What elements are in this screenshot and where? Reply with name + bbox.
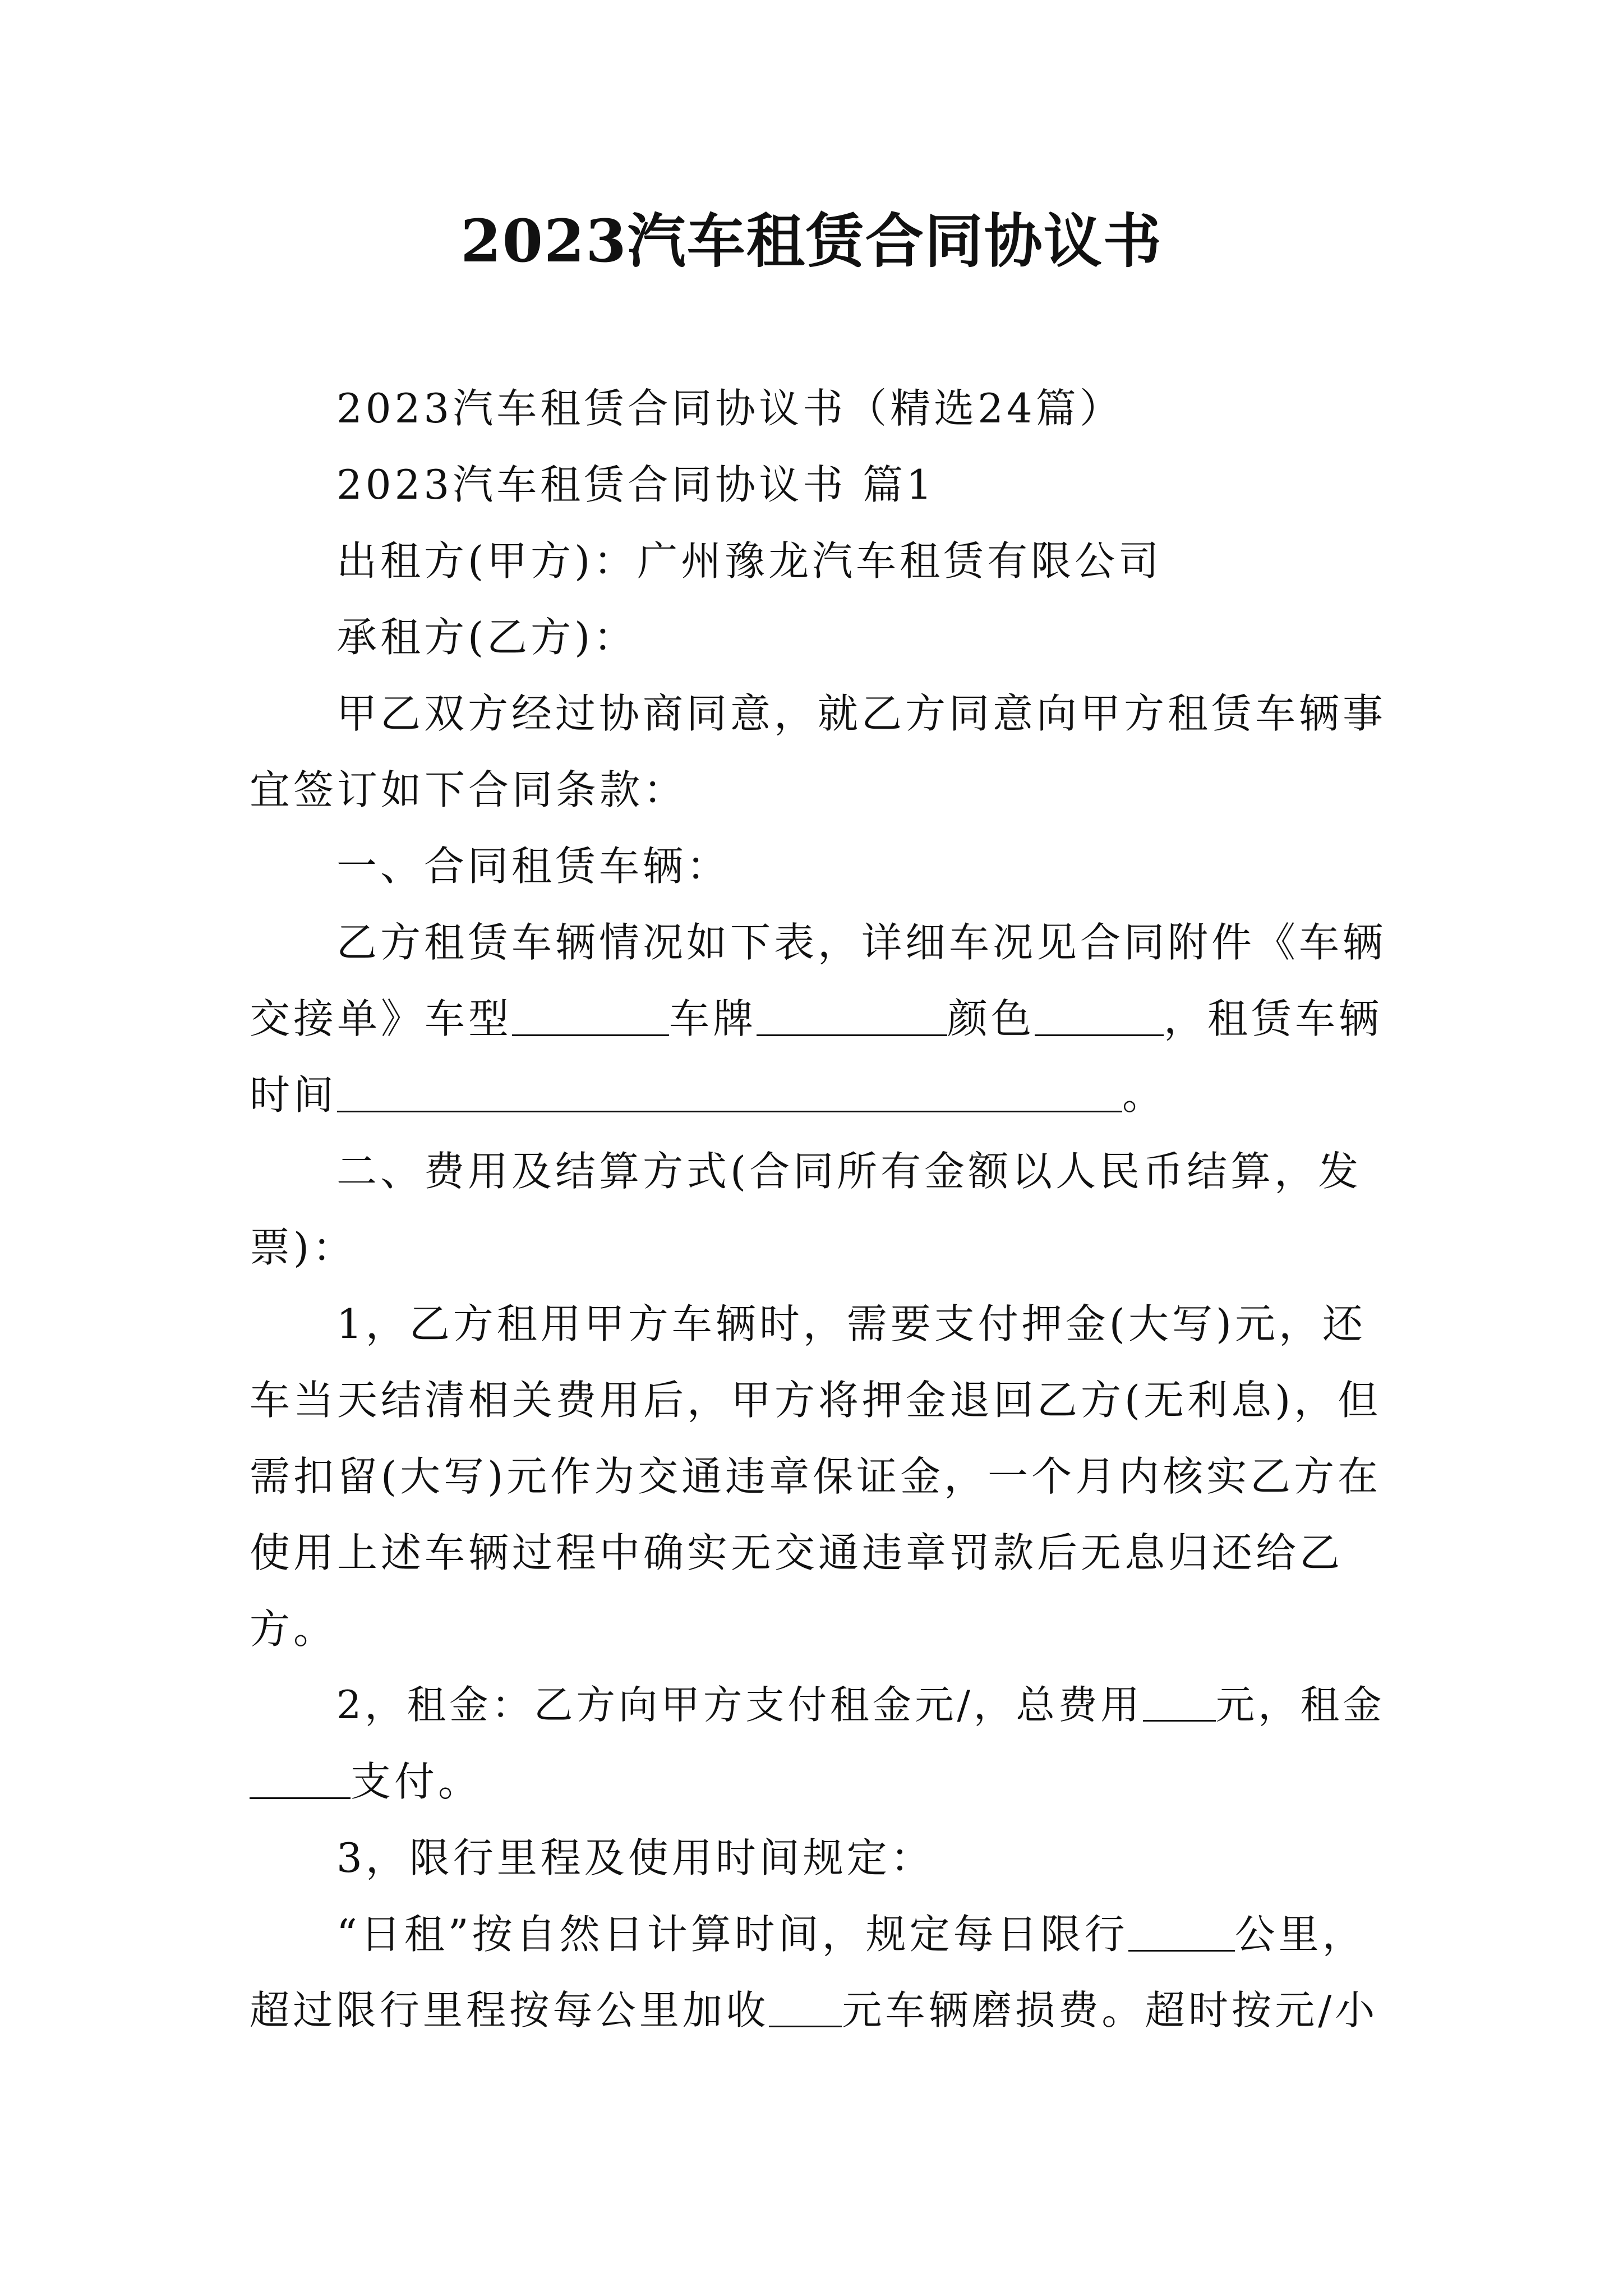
text-run: 二、费用及结算方式(合同所有金额以人民币结算，发 bbox=[336, 1148, 1362, 1195]
paragraph-line bbox=[250, 981, 1388, 1057]
text-run: 3，限行里程及使用时间规定： bbox=[336, 1834, 934, 1881]
text-run: 甲乙双方经过协商同意，就乙方同意向甲方租赁车辆事 bbox=[336, 690, 1387, 737]
text-run: 2023汽车租赁合同协议书（精选24篇） bbox=[336, 385, 1123, 432]
text-run: “日租”按自然日计算时间，规定每日限行 bbox=[336, 1911, 1128, 1958]
text-run: 方。 bbox=[250, 1605, 338, 1653]
paragraph-line bbox=[250, 447, 1388, 523]
text-run: 2023汽车租赁合同协议书 篇1 bbox=[336, 461, 935, 508]
paragraph-line bbox=[250, 1438, 1388, 1515]
text-run: 支付。 bbox=[351, 1758, 482, 1805]
text-run: 时间 bbox=[250, 1071, 338, 1119]
text-run: 公里， bbox=[1234, 1911, 1366, 1958]
text-run: 元，租金 bbox=[1215, 1683, 1385, 1728]
text-run: 交接单》车型 bbox=[250, 995, 513, 1042]
paragraph-line bbox=[250, 599, 1388, 675]
fill-in-blank bbox=[1035, 999, 1164, 1036]
text-run: 使用上述车辆过程中确实无交通违章罚款后无息归还给乙 bbox=[250, 1529, 1344, 1576]
paragraph-line bbox=[250, 523, 1388, 599]
document-body bbox=[250, 370, 1388, 2049]
paragraph-line bbox=[250, 1286, 1388, 1362]
text-run: 宜签订如下合同条款： bbox=[250, 766, 688, 813]
text-run: 票)： bbox=[250, 1224, 357, 1271]
text-run: 1，乙方租用甲方车辆时，需要支付押金(大写)元，还 bbox=[336, 1300, 1366, 1347]
fill-in-blank bbox=[1143, 1684, 1216, 1722]
paragraph-line bbox=[250, 1591, 1388, 1667]
text-run: 2，租金：乙方向甲方支付租金元/，总费用 bbox=[336, 1683, 1143, 1728]
paragraph-line bbox=[250, 752, 1388, 828]
paragraph-line bbox=[250, 1133, 1388, 1209]
paragraph-line bbox=[250, 1362, 1388, 1438]
paragraph-line bbox=[250, 828, 1388, 904]
paragraph-line bbox=[250, 1515, 1388, 1591]
fill-in-blank bbox=[512, 999, 669, 1036]
text-run: ，租赁车辆 bbox=[1164, 995, 1383, 1042]
text-run: 承租方(乙方)： bbox=[336, 614, 638, 661]
text-run: 车牌 bbox=[669, 995, 757, 1042]
fill-in-blank bbox=[250, 1761, 351, 1799]
paragraph-line bbox=[250, 1972, 1388, 2049]
fill-in-blank bbox=[769, 1990, 842, 2027]
fill-in-blank bbox=[757, 999, 947, 1036]
text-run: 。 bbox=[1122, 1071, 1166, 1119]
text-run: 一、合同租赁车辆： bbox=[336, 843, 731, 890]
text-run: 出租方(甲方)：广州豫龙汽车租赁有限公司 bbox=[336, 537, 1163, 585]
paragraph-line bbox=[250, 370, 1388, 447]
text-run: 颜色 bbox=[947, 995, 1035, 1042]
text-run: 元车辆磨损费。超时按元/小 bbox=[842, 1987, 1378, 2033]
paragraph-line bbox=[250, 1209, 1388, 1286]
document-title: 2023汽车租赁合同协议书 bbox=[460, 206, 1163, 275]
paragraph-line bbox=[250, 904, 1388, 981]
fill-in-blank bbox=[337, 1075, 1122, 1112]
paragraph-line bbox=[250, 1667, 1388, 1743]
fill-in-blank bbox=[1128, 1914, 1235, 1952]
text-run: 乙方租赁车辆情况如下表，详细车况见合同附件《车辆 bbox=[336, 919, 1387, 966]
text-run: 车当天结清相关费用后，甲方将押金退回乙方(无利息)，但 bbox=[250, 1377, 1382, 1424]
paragraph-line bbox=[250, 1743, 1388, 1820]
text-run: 超过限行里程按每公里加收 bbox=[250, 1987, 769, 2033]
paragraph-line bbox=[250, 1057, 1388, 1133]
paragraph-line bbox=[250, 1896, 1388, 1972]
paragraph-line bbox=[250, 675, 1388, 752]
text-run: 需扣留(大写)元作为交通违章保证金，一个月内核实乙方在 bbox=[250, 1453, 1382, 1500]
paragraph-line bbox=[250, 1820, 1388, 1896]
